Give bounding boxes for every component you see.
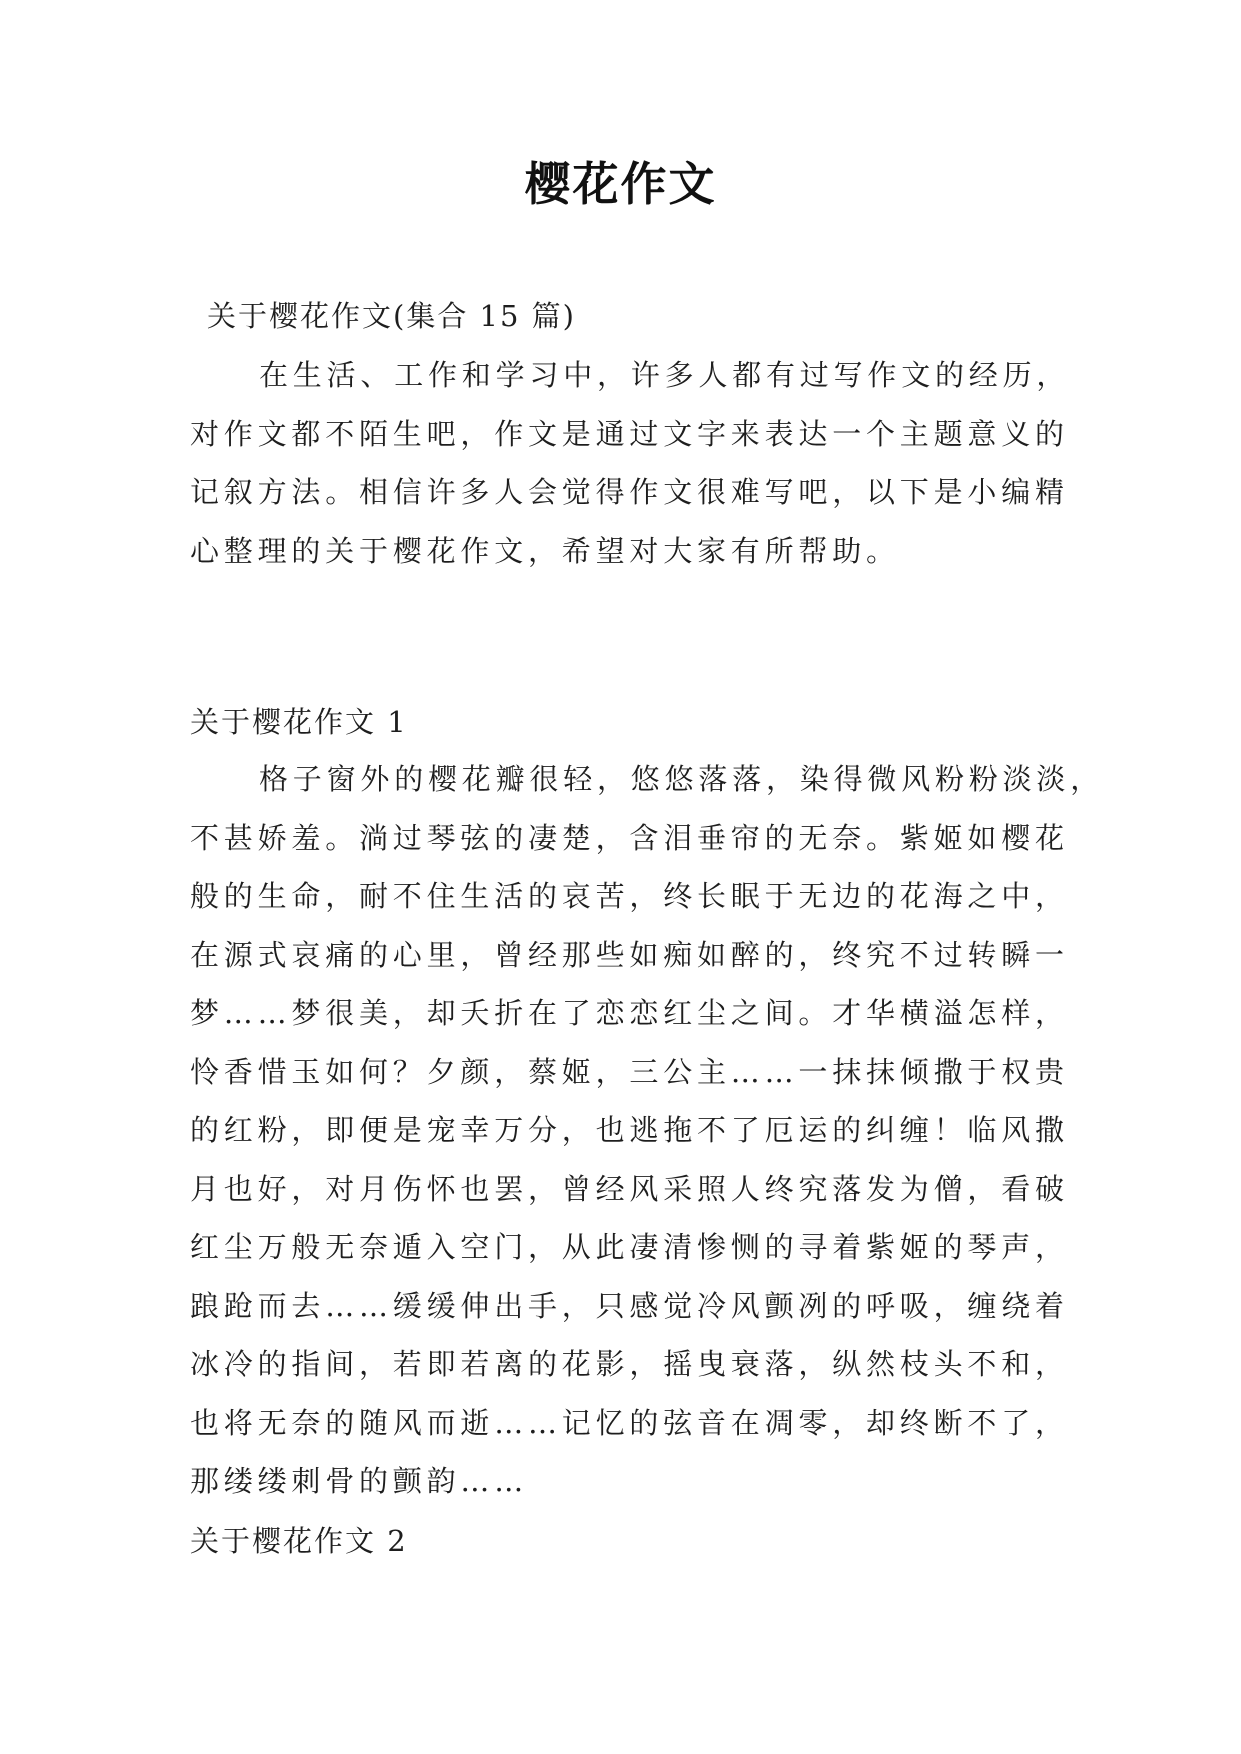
paragraph-line: 格子窗外的樱花瓣很轻，悠悠落落，染得微风粉粉淡淡， xyxy=(259,762,1105,796)
paragraph-line: 怜香惜玉如何？夕颜，蔡姬，三公主……一抹抹倾撒于权贵 xyxy=(190,1054,1069,1089)
paragraph-line: 在源式哀痛的心里，曾经那些如痴如醉的，终究不过转瞬一 xyxy=(190,937,1069,972)
section-heading-2: 关于樱花作文 2 xyxy=(190,1524,408,1558)
paragraph-line: 在生活、工作和学习中，许多人都有过写作文的经历， xyxy=(259,358,1071,392)
section-1-paragraph xyxy=(190,750,1105,1511)
section-heading-1: 关于樱花作文 1 xyxy=(190,705,408,739)
paragraph-line: 般的生命，耐不住生活的哀苦，终长眠于无边的花海之中， xyxy=(190,879,1069,913)
paragraph-line: 的红粉，即便是宠幸万分，也逃拖不了厄运的纠缠！临风撒 xyxy=(190,1113,1069,1147)
paragraph-line: 不甚娇羞。淌过琴弦的凄楚，含泪垂帘的无奈。紫姬如樱花 xyxy=(190,820,1069,855)
paragraph-line: 那缕缕刺骨的颤韵…… xyxy=(190,1464,529,1498)
paragraph-line: 记叙方法。相信许多人会觉得作文很难写吧，以下是小编精 xyxy=(190,475,1069,509)
paragraph-line: 踉跄而去……缓缓伸出手，只感觉冷风颤冽的呼吸，缠绕着 xyxy=(190,1288,1069,1323)
page-title: 樱花作文 xyxy=(524,157,717,211)
paragraph-line: 心整理的关于樱花作文，希望对大家有所帮助。 xyxy=(190,533,900,568)
paragraph-line: 冰冷的指间，若即若离的花影，摇曳衰落，纵然枝头不和， xyxy=(190,1347,1069,1381)
paragraph-line: 月也好，对月伤怀也罢，曾经风采照人终究落发为僧，看破 xyxy=(190,1171,1069,1206)
intro-paragraph xyxy=(190,346,1090,580)
document-subtitle: 关于樱花作文(集合 15 篇) xyxy=(207,299,576,333)
paragraph-line: 红尘万般无奈遁入空门，从此凄清惨恻的寻着紫姬的琴声， xyxy=(190,1230,1069,1264)
paragraph-line: 梦……梦很美，却夭折在了恋恋红尘之间。才华横溢怎样， xyxy=(190,996,1069,1030)
paragraph-line: 对作文都不陌生吧，作文是通过文字来表达一个主题意义的 xyxy=(190,416,1069,451)
paragraph-line: 也将无奈的随风而逝……记忆的弦音在凋零，却终断不了， xyxy=(190,1405,1069,1440)
